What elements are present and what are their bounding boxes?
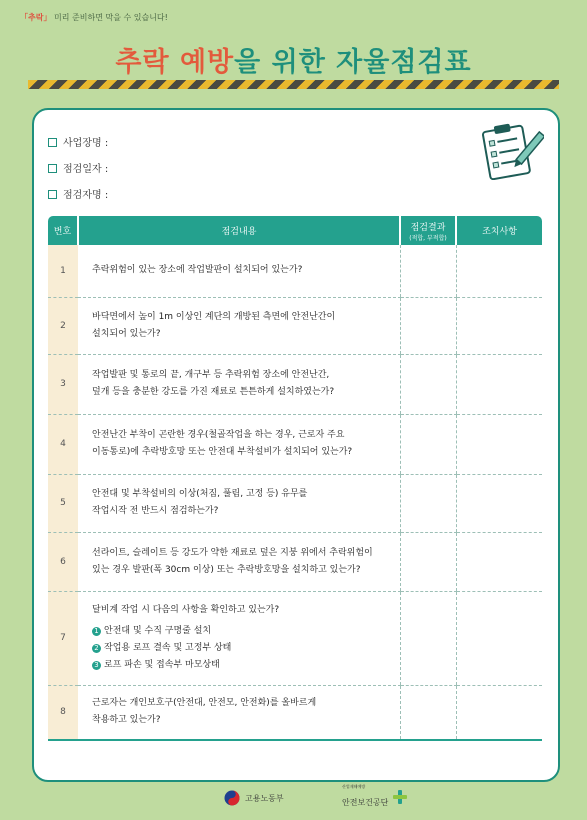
content-line: 작업시작 전 반드시 점검하는가?: [92, 506, 219, 516]
checkbox-icon: [48, 138, 57, 147]
row-content: [78, 354, 400, 414]
checkbox-icon: [48, 164, 57, 173]
table-header: [48, 216, 542, 245]
action-cell[interactable]: [456, 297, 542, 354]
content-line: 바닥면에서 높이 1m 이상인 계단의 개방된 측면에 안전난간이: [92, 311, 336, 322]
table-row: [48, 474, 542, 532]
sub-item: [92, 623, 399, 640]
page-title: [0, 40, 587, 79]
number-badge-icon: 2: [92, 644, 101, 653]
row-number: 3: [48, 354, 78, 414]
header-result-label: 점검결과: [410, 222, 446, 233]
info-inspector: [48, 186, 108, 201]
info-inspector-label: 점검자명 :: [63, 190, 109, 201]
content-line: 착용하고 있는가?: [92, 715, 161, 726]
table-row: [48, 591, 542, 685]
hazard-stripe: [28, 80, 559, 89]
content-line: 있는 경우 발판(폭 30cm 이상) 또는 추락방호망을 설치하고 있는가?: [92, 564, 361, 575]
table-row: [48, 297, 542, 354]
agency-name: 안전보건공단: [342, 798, 389, 807]
table-row: [48, 685, 542, 740]
row-content: [78, 532, 400, 591]
content-line: 선라이트, 슬레이트 등 강도가 약한 재료로 덮은 지붕 위에서 추락위험이: [92, 547, 373, 558]
sub-item-text: 작업용 로프 결속 및 고정부 상태: [104, 643, 232, 653]
action-cell[interactable]: [456, 414, 542, 474]
result-cell[interactable]: [400, 414, 456, 474]
number-badge-icon: 3: [92, 661, 101, 670]
checklist-table: [48, 216, 542, 741]
checkbox-icon: [48, 190, 57, 199]
row-content: [78, 245, 400, 297]
content-line: 이동통로)에 추락방호망 또는 안전대 부착설비가 설치되어 있는가?: [92, 447, 353, 457]
row-content: [78, 297, 400, 354]
row-number: 6: [48, 532, 78, 591]
info-date: [48, 160, 108, 175]
row-number: 8: [48, 685, 78, 740]
content-line: 안전난간 부착이 곤란한 경우(철골작업을 하는 경우, 근로자 주요: [92, 430, 345, 440]
header-result: [400, 216, 456, 245]
content-line: 덮개 등을 충분한 강도를 가진 재료로 튼튼하게 설치하였는가?: [92, 387, 335, 397]
clipboard-icon: [474, 120, 544, 180]
row-number: 2: [48, 297, 78, 354]
number-badge-icon: 1: [92, 627, 101, 636]
cross-leaf-icon: [391, 788, 409, 806]
action-cell[interactable]: [456, 245, 542, 297]
header-no: 번호: [48, 216, 78, 245]
top-note-highlight: 「추락」: [20, 13, 52, 22]
content-line: 추락위험이 있는 장소에 작업발판이 설치되어 있는가?: [92, 265, 303, 276]
info-company-label: 사업장명 :: [63, 138, 109, 149]
action-cell[interactable]: [456, 474, 542, 532]
row-number: 1: [48, 245, 78, 297]
title-part1: 추락 예방: [115, 47, 235, 78]
action-cell[interactable]: [456, 354, 542, 414]
agency-logo: [342, 784, 409, 809]
agency-tagline: 산업재해예방: [342, 784, 366, 789]
row-content: [78, 414, 400, 474]
top-note-text: 미리 준비하면 막을 수 있습니다!: [54, 13, 168, 22]
ministry-logo: [224, 790, 284, 806]
content-line: 작업발판 및 통로의 끝, 개구부 등 추락위험 장소에 안전난간,: [92, 370, 330, 380]
result-cell[interactable]: [400, 532, 456, 591]
content-line: 설치되어 있는가?: [92, 328, 161, 339]
table-row: [48, 354, 542, 414]
taegeuk-icon: [224, 790, 240, 806]
content-line: 근로자는 개인보호구(안전대, 안전모, 안전화)를 올바르게: [92, 698, 317, 709]
header-content: 점검내용: [78, 216, 400, 245]
row-content: [78, 474, 400, 532]
sub-item-text: 안전대 및 수직 구명줄 설치: [104, 626, 212, 636]
info-company: [48, 134, 108, 149]
content-line: 안전대 및 부착설비의 이상(처짐, 풀림, 고정 등) 유무를: [92, 489, 308, 499]
table-row: [48, 245, 542, 297]
sub-item-text: 로프 파손 및 접속부 마모상태: [104, 660, 220, 670]
header-result-sub: (적합, 부적합): [409, 234, 447, 242]
result-cell[interactable]: [400, 245, 456, 297]
row-content: [78, 685, 400, 740]
footer: [0, 784, 587, 810]
action-cell[interactable]: [456, 685, 542, 740]
title-part2: 을 위한 자율점검표: [234, 47, 472, 78]
ministry-name: 고용노동부: [245, 793, 284, 803]
sub-item: [92, 640, 399, 657]
top-note: [20, 12, 168, 23]
result-cell[interactable]: [400, 354, 456, 414]
row-number: 7: [48, 591, 78, 685]
table-row: [48, 532, 542, 591]
info-date-label: 점검일자 :: [63, 164, 109, 175]
row-content: [78, 591, 400, 685]
result-cell[interactable]: [400, 297, 456, 354]
content-line: 달비계 작업 시 다음의 사항을 확인하고 있는가?: [92, 605, 280, 615]
agency-text: [342, 784, 388, 809]
result-cell[interactable]: [400, 685, 456, 740]
header-action: 조치사항: [456, 216, 542, 245]
sub-item: [92, 657, 399, 674]
action-cell[interactable]: [456, 532, 542, 591]
row-number: 4: [48, 414, 78, 474]
result-cell[interactable]: [400, 474, 456, 532]
result-cell[interactable]: [400, 591, 456, 685]
row-number: 5: [48, 474, 78, 532]
action-cell[interactable]: [456, 591, 542, 685]
table-row: [48, 414, 542, 474]
checklist-panel: [32, 108, 560, 782]
